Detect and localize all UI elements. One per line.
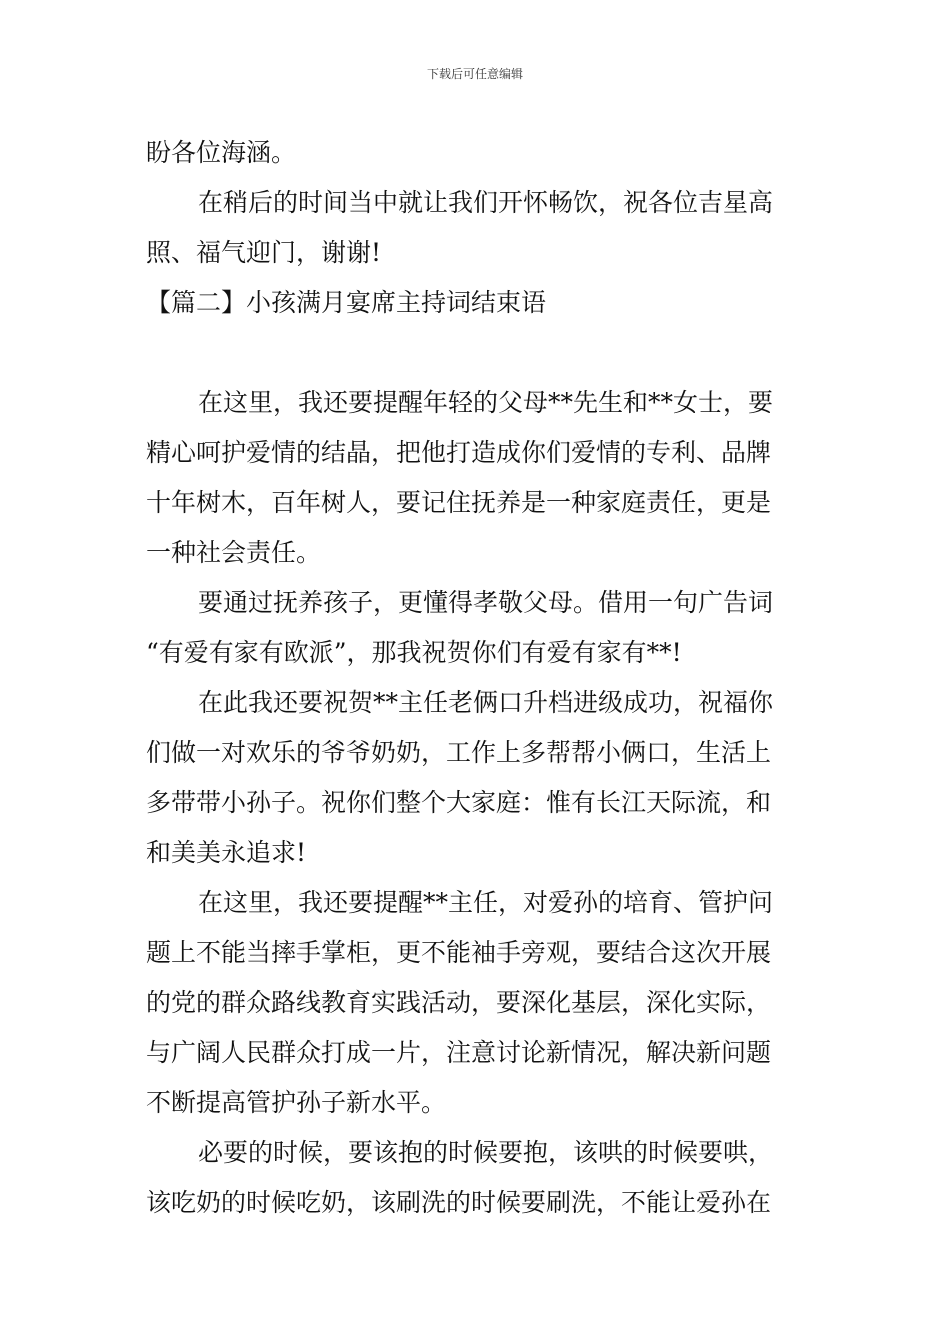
text-line: 在此我还要祝贺**主任老俩口升档进级成功，祝福你 <box>198 688 774 717</box>
text-line: 照、福气迎门，谢谢! <box>146 238 382 267</box>
page-header-note: 下载后可任意编辑 <box>426 67 523 81</box>
text-line: 与广阔人民群众打成一片，注意讨论新情况，解决新问题 <box>146 1038 772 1067</box>
text-line: 们做一对欢乐的爷爷奶奶，工作上多帮帮小俩口，生活上 <box>146 738 772 767</box>
blank-spacer <box>146 328 808 378</box>
text-line: 盼各位海涵。 <box>146 138 297 167</box>
text-line: 在稍后的时间当中就让我们开怀畅饮，祝各位吉星高 <box>198 188 774 217</box>
text-line: 该吃奶的时候吃奶，该刷洗的时候要刷洗，不能让爱孙在 <box>146 1188 772 1217</box>
section-heading: 【篇二】小孩满月宴席主持词结束语 <box>146 288 547 317</box>
document-body <box>146 128 808 1228</box>
text-line: 必要的时候，要该抱的时候要抱，该哄的时候要哄， <box>198 1138 774 1167</box>
text-line: 不断提高管护孙子新水平。 <box>146 1088 447 1117</box>
text-line: 要通过抚养孩子，更懂得孝敬父母。借用一句广告词 <box>198 588 774 617</box>
text-line: 十年树木，百年树人，要记住抚养是一种家庭责任，更是 <box>146 488 772 517</box>
text-line: 在这里，我还要提醒年轻的父母**先生和**女士，要 <box>198 388 774 417</box>
text-line: 一种社会责任。 <box>146 538 322 567</box>
text-line: 的党的群众路线教育实践活动，要深化基层，深化实际， <box>146 988 772 1017</box>
text-line: 在这里，我还要提醒**主任，对爱孙的培育、管护问 <box>198 888 774 917</box>
text-line: 和美美永追求! <box>146 838 307 867</box>
text-line: 多带带小孙子。祝你们整个大家庭：惟有长江天际流，和 <box>146 788 772 817</box>
text-line: “有爱有家有欧派”，那我祝贺你们有爱有家有**! <box>146 638 682 667</box>
text-line: 题上不能当摔手掌柜，更不能袖手旁观，要结合这次开展 <box>146 938 772 967</box>
text-line: 精心呵护爱情的结晶，把他打造成你们爱情的专利、品牌 <box>146 438 772 467</box>
